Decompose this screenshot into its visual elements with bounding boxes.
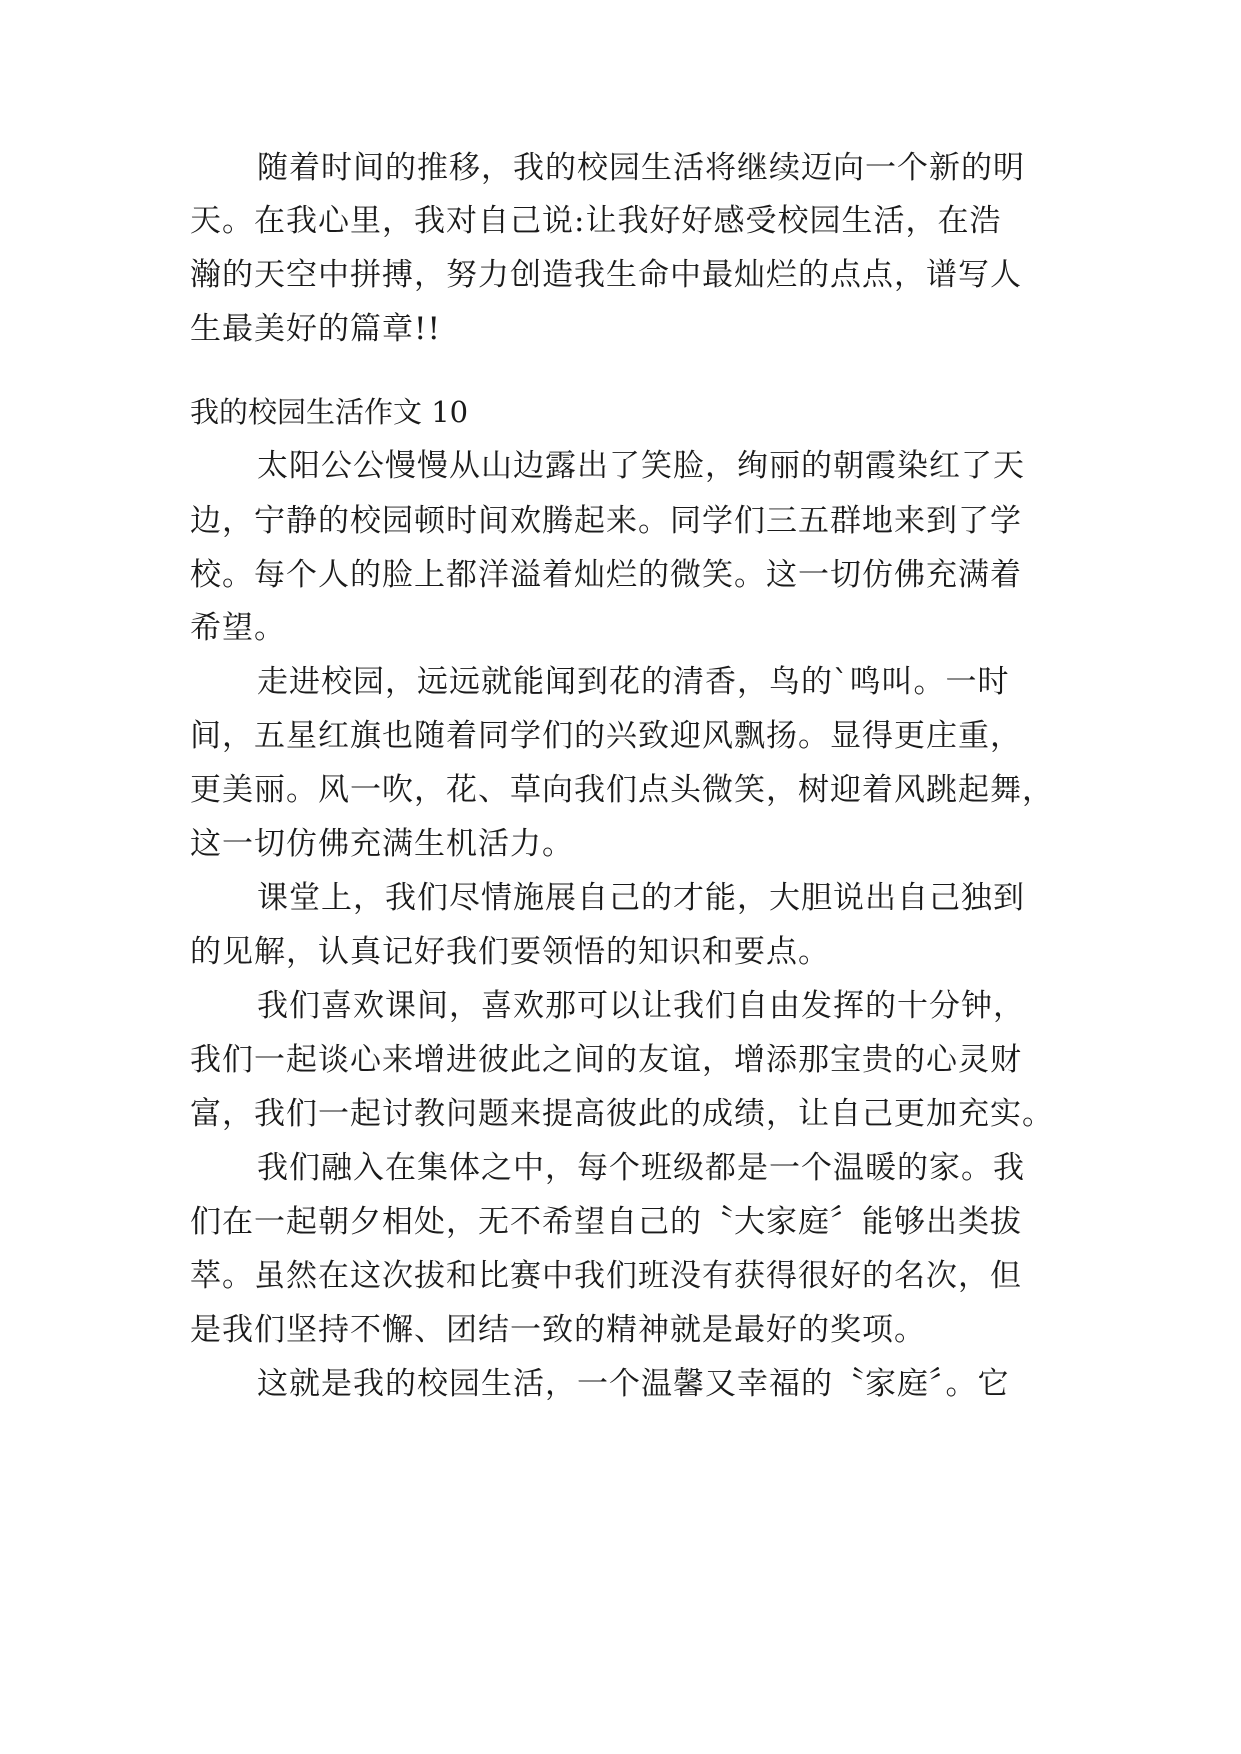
paragraph-7-line-1: 这就是我的校园生活，一个温馨又幸福的〝家庭〞。它 [257,1366,1010,1402]
paragraph-1-line-1: 随着时间的推移，我的校园生活将继续迈向一个新的明 [257,150,1025,186]
paragraph-4-line-1: 课堂上，我们尽情施展自己的才能，大胆说出自己独到 [257,880,1025,916]
paragraph-2-line-3: 校。每个人的脸上都洋溢着灿烂的微笑。这一切仿佛充满着 [190,557,1022,593]
paragraph-4-line-2: 的见解，认真记好我们要领悟的知识和要点。 [190,934,830,970]
paragraph-5-line-2: 我们一起谈心来增进彼此之间的友谊，增添那宝贵的心灵财 [190,1042,1022,1078]
paragraph-6-line-4: 是我们坚持不懈、团结一致的精神就是最好的奖项。 [190,1312,926,1348]
paragraph-1-line-3: 瀚的天空中拼搏，努力创造我生命中最灿烂的点点，谱写人 [190,257,1022,293]
paragraph-1-line-2: 天。在我心里，我对自己说:让我好好感受校园生活，在浩 [190,203,1002,239]
paragraph-6-line-2: 们在一起朝夕相处，无不希望自己的〝大家庭〞能够出类拔 [190,1204,1022,1240]
paragraph-2-line-2: 边，宁静的校园顿时间欢腾起来。同学们三五群地来到了学 [190,503,1022,539]
paragraph-2-line-1: 太阳公公慢慢从山边露出了笑脸，绚丽的朝霞染红了天 [257,448,1025,484]
paragraph-1-line-4: 生最美好的篇章!! [190,311,441,347]
paragraph-3-line-2: 间，五星红旗也随着同学们的兴致迎风飘扬。显得更庄重， [190,718,1022,754]
section-heading: 我的校园生活作文 10 [190,395,469,429]
paragraph-3-line-3: 更美丽。风一吹，花、草向我们点头微笑，树迎着风跳起舞， [190,772,1054,808]
paragraph-6-line-1: 我们融入在集体之中，每个班级都是一个温暖的家。我 [257,1150,1025,1186]
paragraph-3-line-1: 走进校园，远远就能闻到花的清香，鸟的`鸣叫。一时 [257,664,1010,700]
paragraph-5-line-1: 我们喜欢课间，喜欢那可以让我们自由发挥的十分钟， [257,988,1025,1024]
paragraph-6-line-3: 萃。虽然在这次拔和比赛中我们班没有获得很好的名次，但 [190,1258,1022,1294]
paragraph-5-line-3: 富，我们一起讨教问题来提高彼此的成绩，让自己更加充实。 [190,1096,1054,1132]
paragraph-2-line-4: 希望。 [190,610,286,646]
paragraph-3-line-4: 这一切仿佛充满生机活力。 [190,826,574,862]
